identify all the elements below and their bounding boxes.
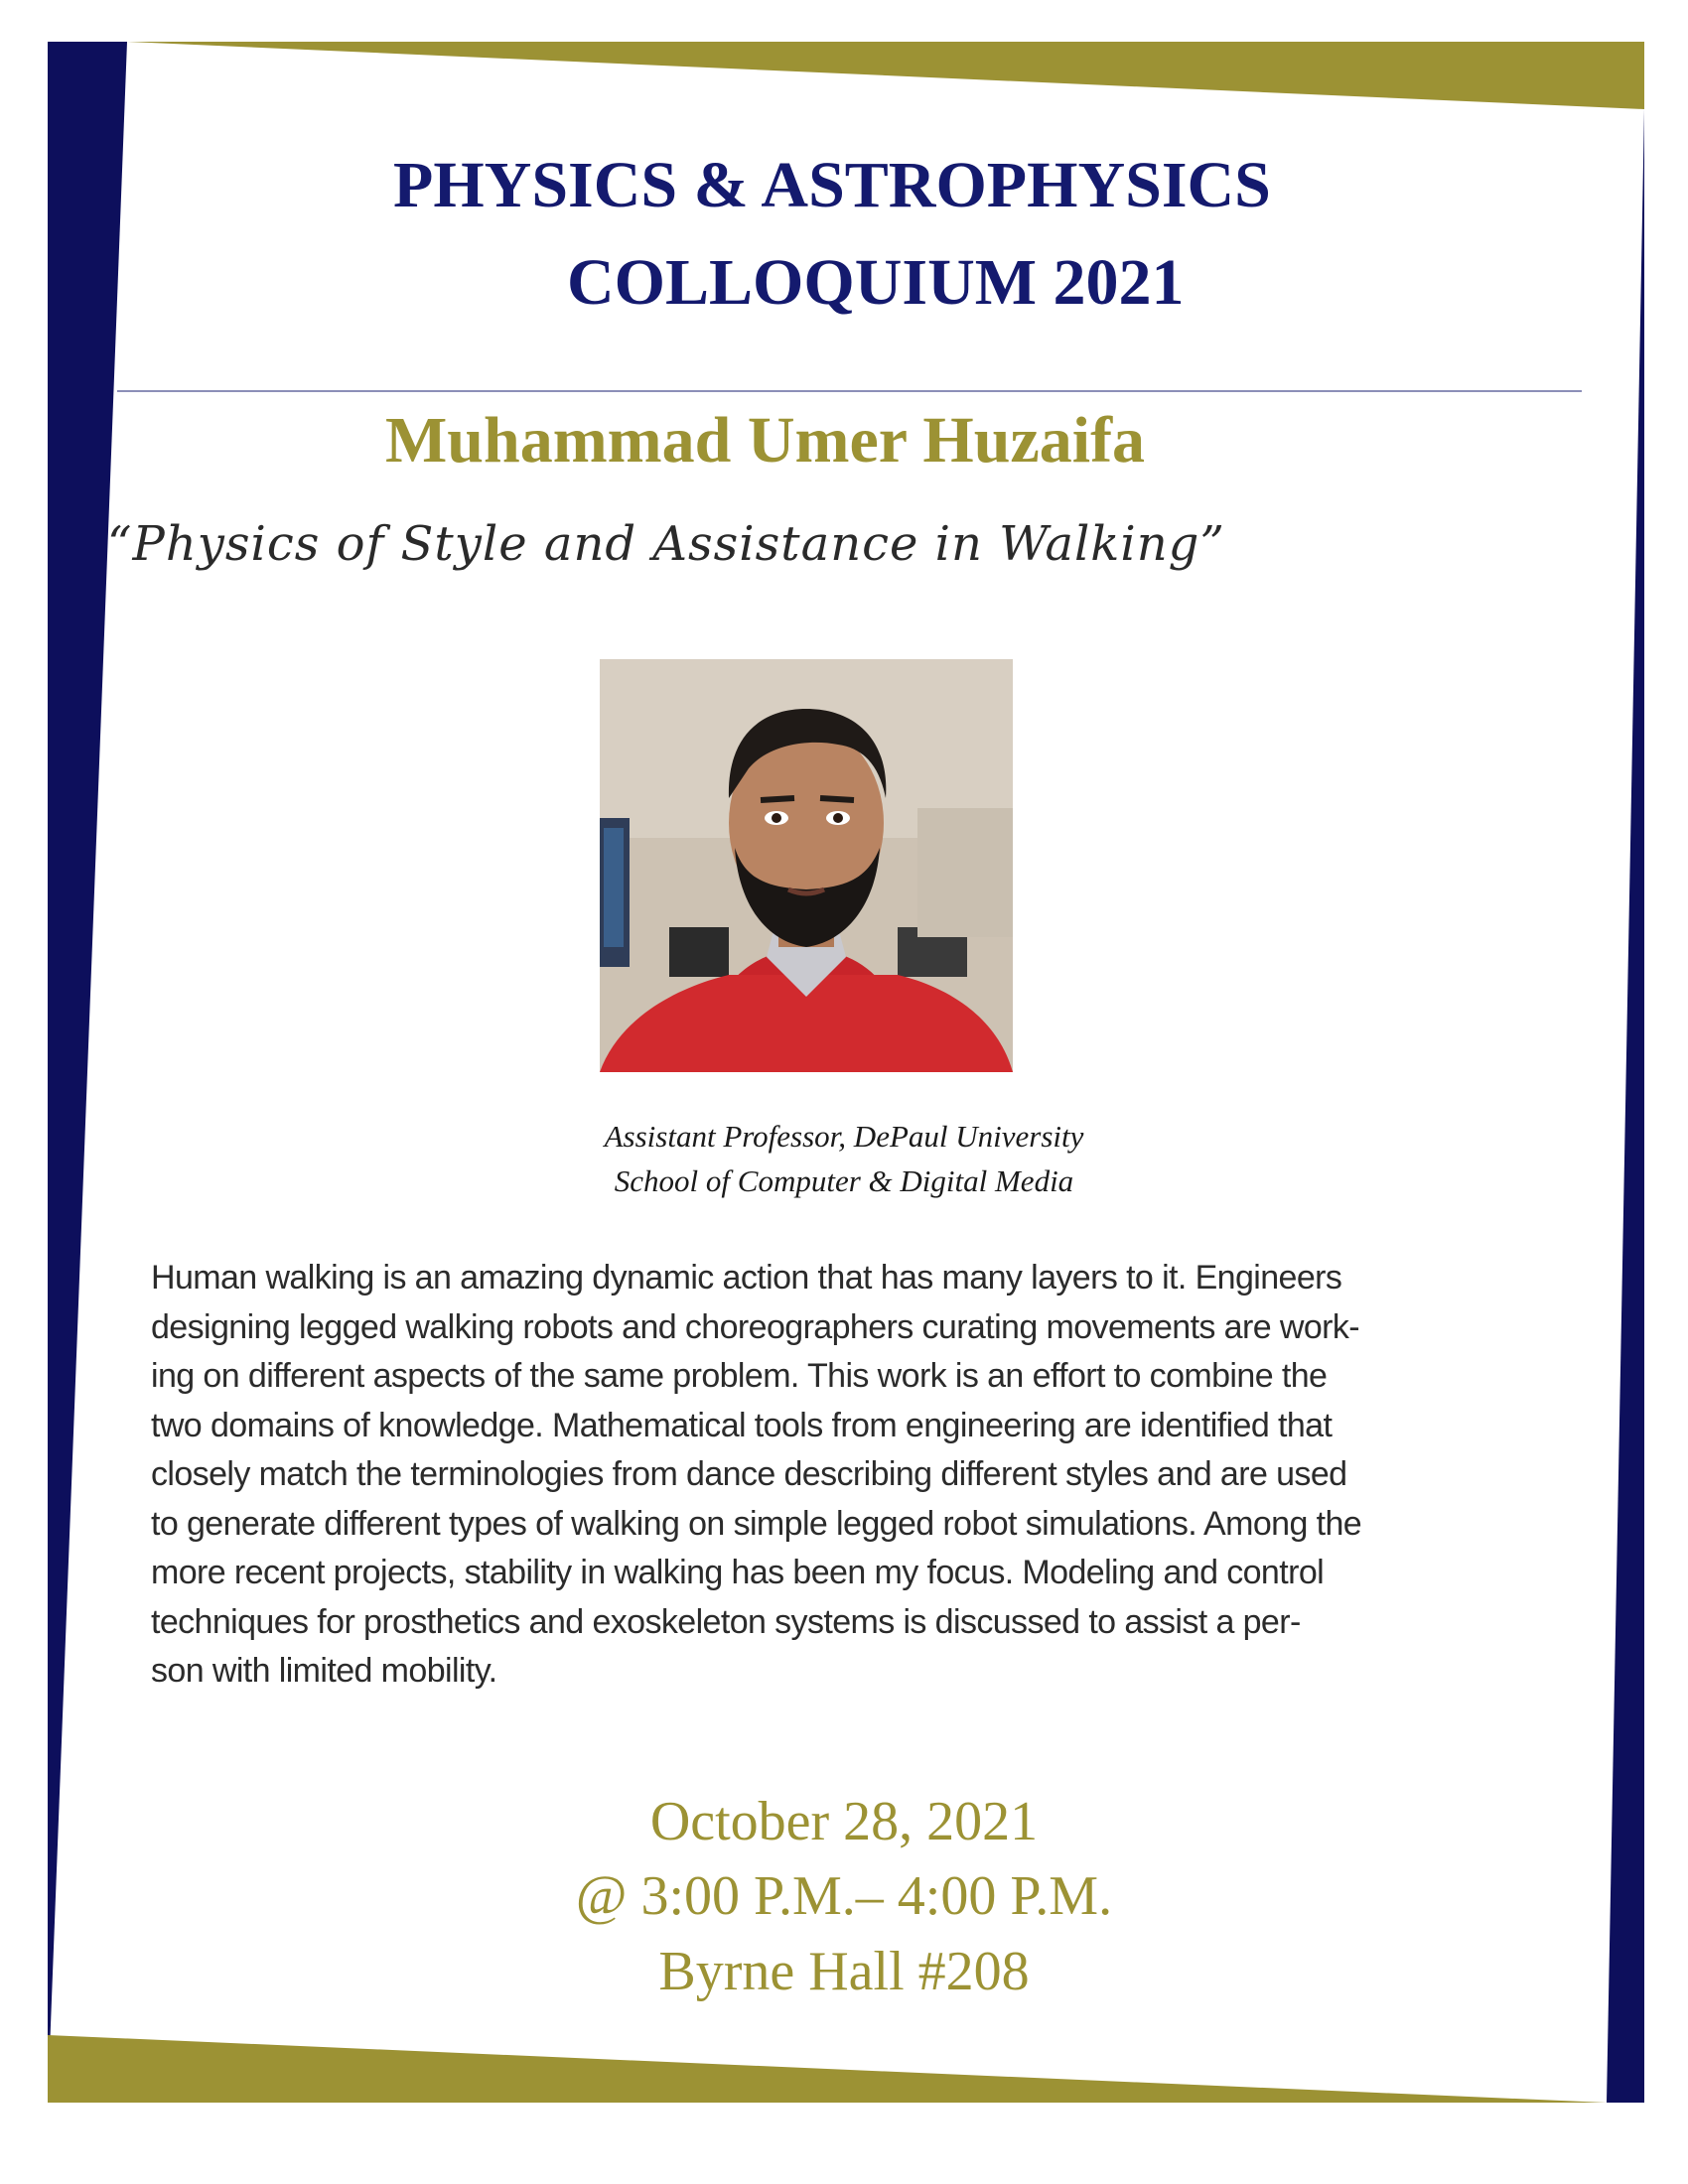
- abstract-line: ing on different aspects of the same problem. This work is an effort to combine the: [151, 1357, 1328, 1395]
- event-location: Byrne Hall #208: [658, 1941, 1030, 2002]
- speaker-name: Muhammad Umer Huzaifa: [385, 404, 1146, 477]
- abstract-line: two domains of knowledge. Mathematical tools from engineering are identified that: [151, 1406, 1333, 1444]
- abstract-line: techniques for prosthetics and exoskeleton systems is discussed to assist a per-: [151, 1602, 1301, 1641]
- abstract: [151, 1254, 1521, 1697]
- bottom-olive-bar: [48, 2035, 1607, 2103]
- event-date: October 28, 2021: [649, 1791, 1039, 1852]
- abstract-line: Human walking is an amazing dynamic action that has many layers to it. Engineers: [151, 1259, 1342, 1297]
- top-olive-bar: [127, 42, 1644, 109]
- affiliation-department: School of Computer & Digital Media: [614, 1163, 1074, 1198]
- colloquium-title-line1: PHYSICS & ASTROPHYSICS: [393, 149, 1271, 221]
- speaker-photo: [600, 659, 1013, 1072]
- abstract-line: son with limited mobility.: [151, 1652, 497, 1690]
- event-time: @ 3:00 P.M.– 4:00 P.M.: [575, 1865, 1113, 1927]
- colloquium-title-line2: COLLOQUIUM 2021: [567, 246, 1185, 319]
- abstract-line: designing legged walking robots and choreographers curating movements are work-: [151, 1307, 1359, 1346]
- talk-title: “Physics of Style and Assistance in Walking”: [107, 516, 1225, 572]
- abstract-line: to generate different types of walking on simple legged robot simulations. Among the: [151, 1504, 1362, 1543]
- left-navy-bar: [48, 42, 127, 2103]
- speaker-portrait-icon: [600, 659, 1013, 1072]
- header-divider: [117, 390, 1582, 392]
- abstract-line: more recent projects, stability in walking has been my focus. Modeling and control: [151, 1554, 1325, 1591]
- affiliation-title: Assistant Professor, DePaul University: [604, 1119, 1084, 1154]
- abstract-line: closely match the terminologies from dance describing different styles and are used: [151, 1455, 1347, 1493]
- right-navy-bar: [1607, 109, 1644, 2103]
